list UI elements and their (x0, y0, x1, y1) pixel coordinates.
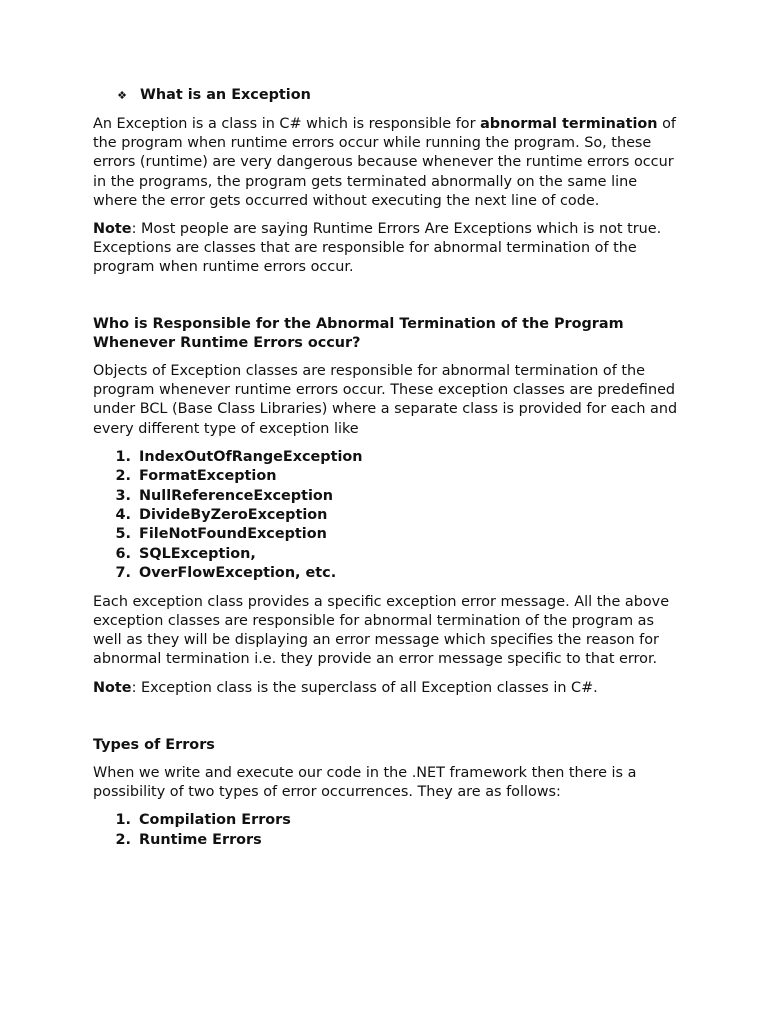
note-label: Note (93, 679, 132, 696)
list-item: 1. IndexOutOfRangeException (115, 448, 363, 465)
spacer (93, 707, 683, 736)
exception-message-paragraph: Each exception class provides a specific exception error message. All the above exception classes are responsible for abnormal termination of the program as well as they will be displaying an error message which specifies the reason for abnormal termination i.e. they provide an error message specific to that error. (93, 593, 670, 668)
note-label: Note (93, 221, 132, 238)
section-heading-who-is-responsible: Who is Responsible for the Abnormal Termination of the Program Whenever Runtime Errors occur? (93, 315, 624, 351)
document-page (93, 86, 683, 859)
list-item: 6. SQLException, (115, 545, 256, 562)
diamond-bullet-icon: ❖ (117, 89, 127, 103)
paragraph-text-end: of the program when runtime errors occur while running the program. So, these errors (runtime) are very dangerous because whenever the runtime errors occur in the programs, the program gets terminated abnormally on the same line where the error gets occurred without executing the next line of code. (93, 116, 676, 209)
section-heading-types-of-errors: Types of Errors (93, 736, 215, 753)
note-text: : Exception class is the superclass of all Exception classes in C#. (131, 679, 598, 696)
exception-types-list (93, 448, 683, 584)
exception-definition-paragraph (93, 115, 683, 211)
paragraph-text-start: An Exception is a class in C# which is responsible for (93, 116, 481, 132)
list-item: 5. FileNotFoundException (115, 526, 327, 543)
list-item: 2. Runtime Errors (115, 831, 262, 848)
list-item: 2. FormatException (115, 468, 277, 485)
list-item: 4. DivideByZeroException (115, 507, 328, 524)
error-types-list (93, 811, 683, 850)
list-item: 7. OverFlowException, etc. (115, 565, 337, 582)
list-item: 1. Compilation Errors (115, 812, 291, 829)
bold-phrase-abnormal-termination: abnormal termination (480, 116, 658, 132)
spacer (93, 287, 683, 315)
list-item: 3. NullReferenceException (115, 487, 334, 504)
note-paragraph-2 (93, 679, 683, 698)
error-types-paragraph: When we write and execute our code in the .NET framework then there is a possibility of two types of error occurrences. They are as follows: (93, 764, 637, 801)
note-text: : Most people are saying Runtime Errors Are Exceptions which is not true. Exceptions are classes that are responsible for abnormal termination of the program when runtime errors occur. (93, 221, 662, 276)
section-heading-what-is-exception (116, 86, 683, 106)
exception-objects-paragraph: Objects of Exception classes are responsible for abnormal termination of the program whenever runtime errors occur. These exception classes are predefined under BCL (Base Class Libraries) where a separate class is provided for each and every different type of exception like (93, 363, 678, 437)
heading-text: What is an Exception (140, 87, 311, 104)
note-paragraph-1 (93, 220, 683, 278)
